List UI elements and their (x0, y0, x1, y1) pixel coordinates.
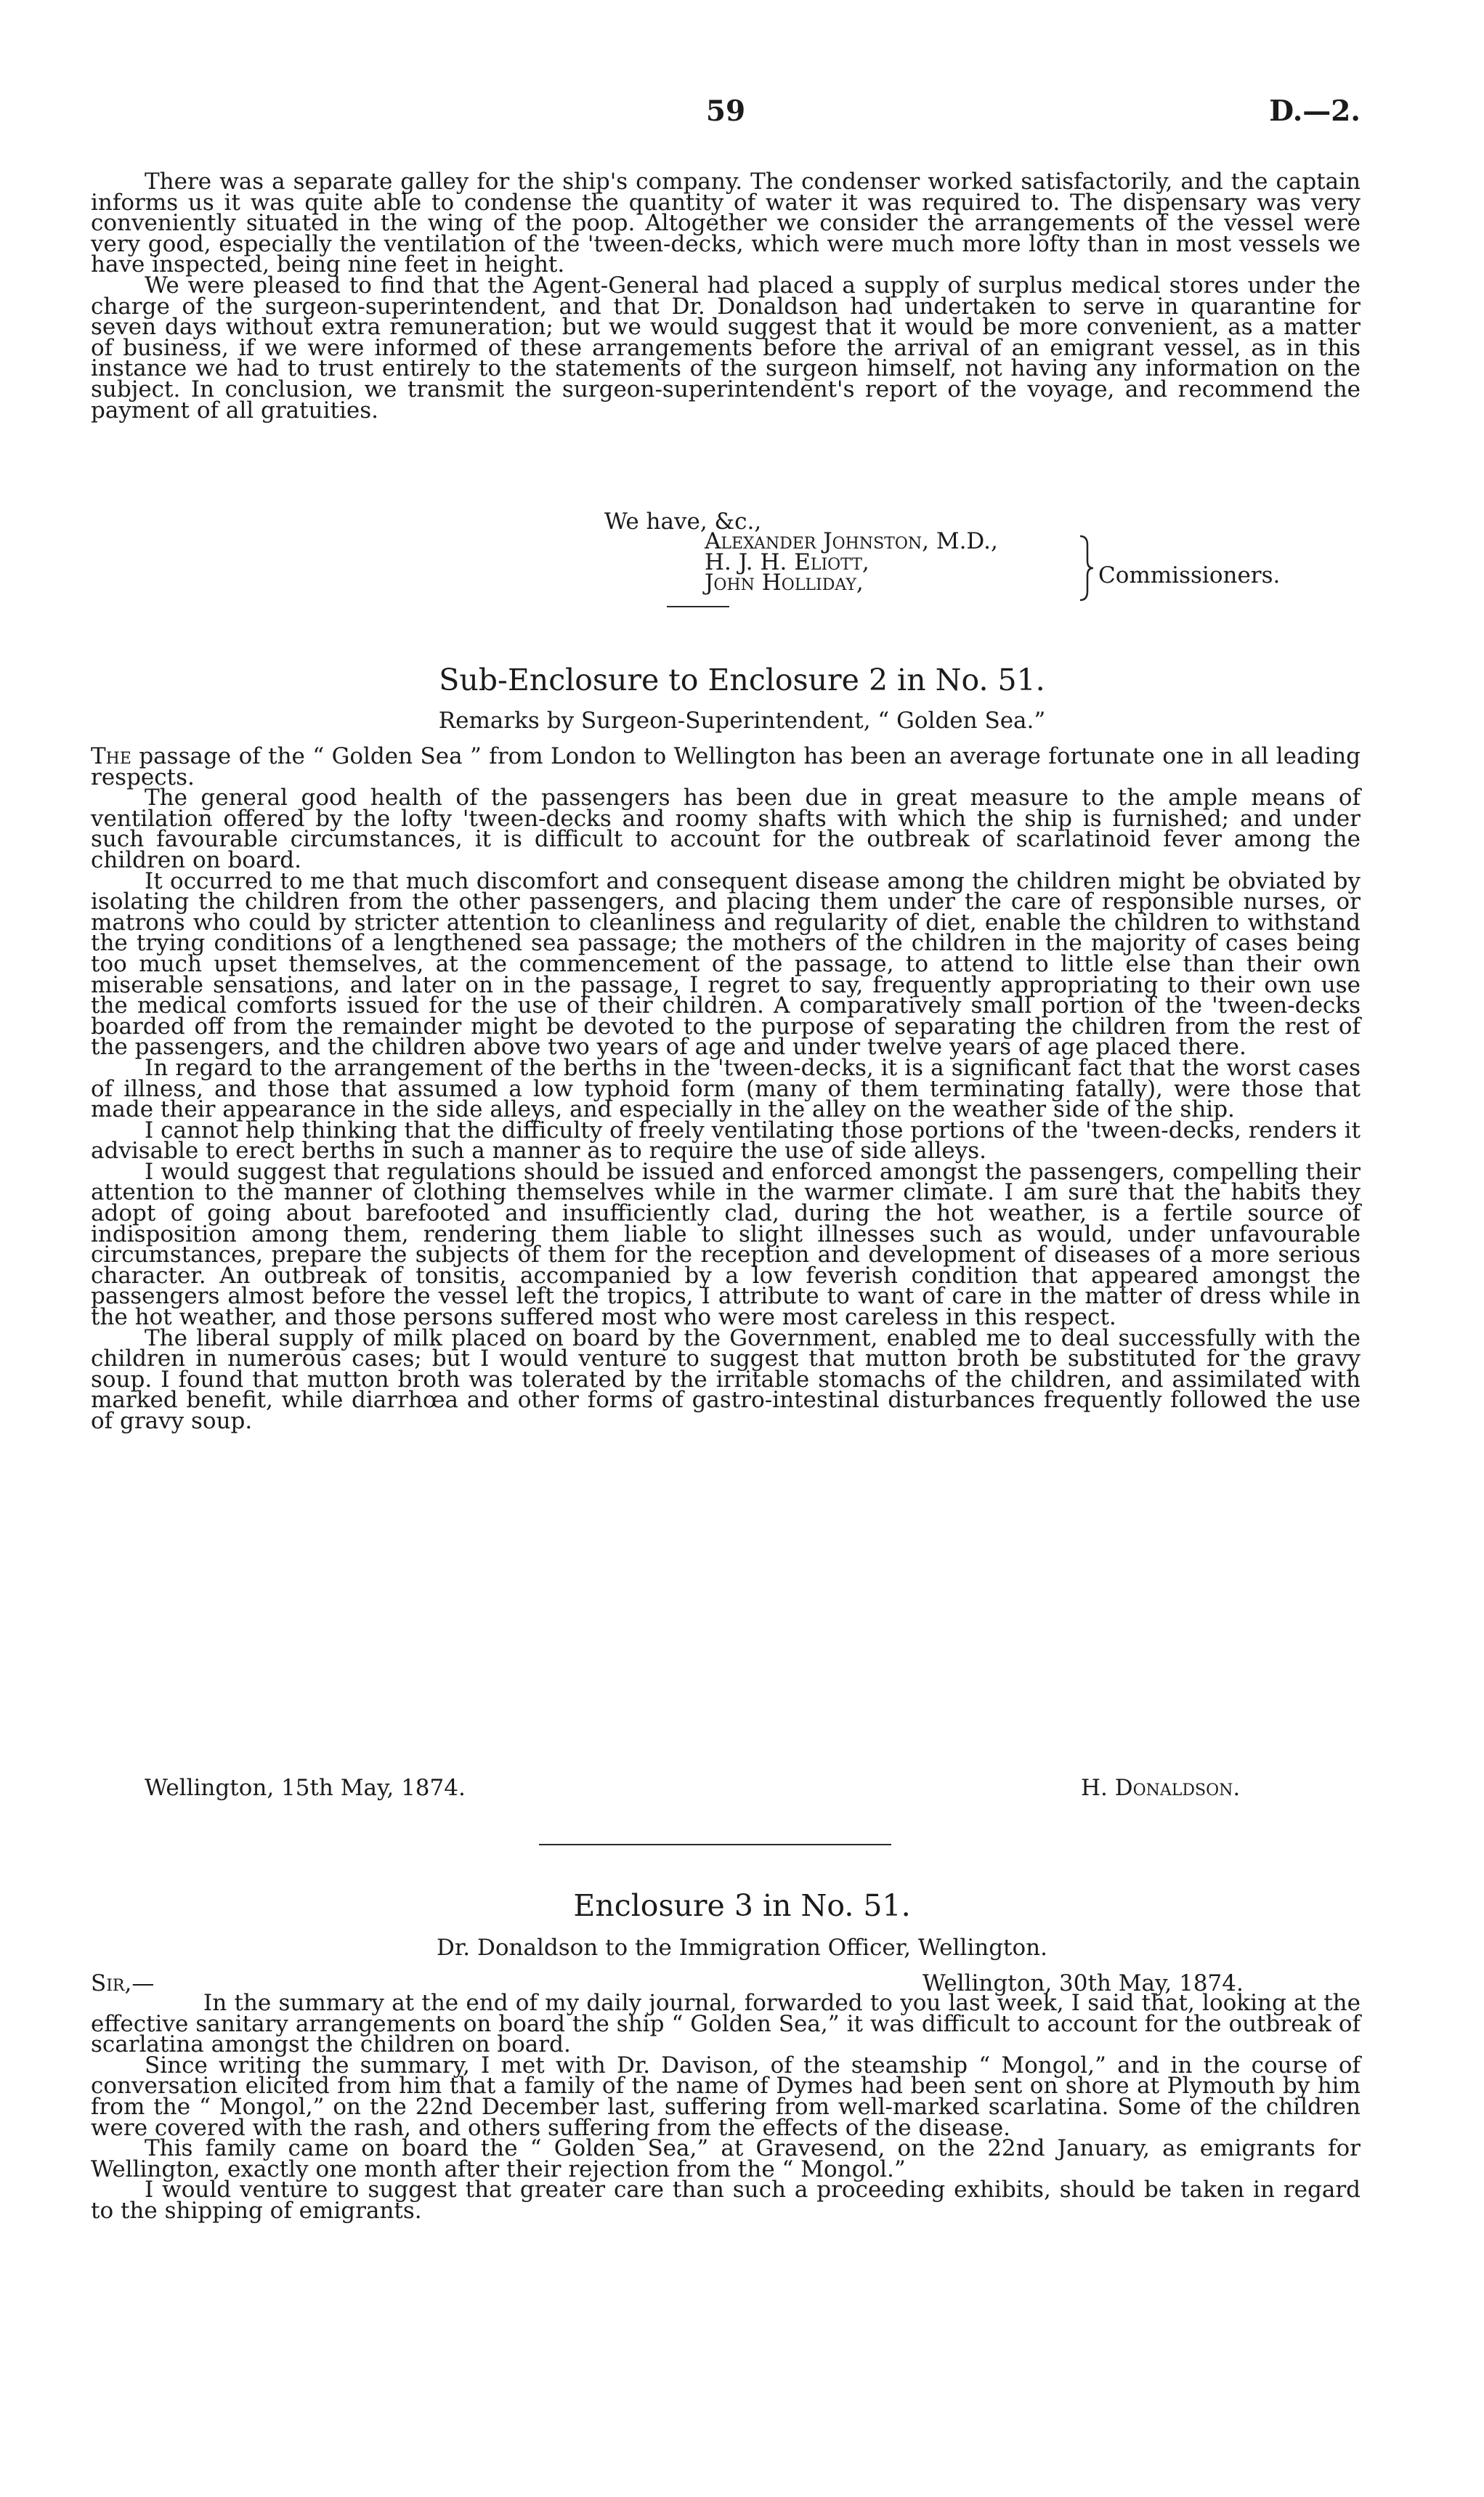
paragraph: I would suggest that regulations should be issued and enforced amongst the passengers, compelling their attention to the manner of clothing themselves while in the warmer climate. I am sure that the habits they adopt of going about barefooted and insufficiently clad, during the hot weather, is a fertile source of indisposition among them, rendering them liable to slight illnesses such as would, under unfavourable circumstances, prepare the subjects of them for the reception and development of diseases of a more serious character. An outbreak of tonsitis, accompanied by a low feverish condition that appeared amongst the passengers almost before the vessel left the tropics, I attribute to want of care in the matter of dress while in the hot weather, and those persons suffered most who were most careless in this respect. (91, 1158, 1361, 1331)
paragraph: I would venture to suggest that greater care than such a proceeding exhibits, should be taken in regard to the shipping of emigrants. (91, 2177, 1361, 2224)
letter-date: Wellington, 30th May, 1874. (923, 1970, 1244, 1996)
section-heading: Enclosure 3 in No. 51. (573, 1888, 911, 1923)
page-header (91, 94, 1361, 138)
paragraph: I cannot help thinking that the difficulty of freely ventilating those portions of the 'tween-decks, renders it advisable to erect berths in such a manner as to require the use of side alleys. (91, 1117, 1361, 1165)
signatory: H. J. H. Eliott, (705, 549, 869, 575)
section-divider (539, 1844, 891, 1845)
closing: We have, &c., (604, 509, 762, 535)
signatory-role: Commissioners. (1098, 562, 1281, 588)
paragraph: The liberal supply of milk placed on board by the Government, enabled me to deal successfully with the children in numerous cases; but I would venture to suggest that mutton broth be substituted for the gravy soup. I found that mutton broth was tolerated by the irritable stomachs of the children, and assimilated with marked benefit, while diarrhœa and other forms of gastro-intestinal disturbances frequently followed the use of gravy soup. (91, 1324, 1361, 1434)
paragraph: The passage of the “ Golden Sea ” from London to Wellington has been an average fortunate one in all leading respects. (91, 743, 1361, 790)
lead-word: The (91, 743, 131, 769)
divider (667, 606, 729, 607)
document-reference: D.—2. (1269, 94, 1361, 128)
report-body (91, 743, 1361, 1434)
paragraph: In the summary at the end of my daily journal, forwarded to you last week, I said that, looking at the effective sanitary arrangements on board the ship “ Golden Sea,” it was difficult to account for the outbreak of scarlatina amongst the children on board. (91, 1990, 1361, 2058)
paragraph: This family came on board the “ Golden Sea,” at Gravesend, on the 22nd January, as emigrants for Wellington, exactly one month after their rejection from the “ Mongol.” (91, 2135, 1361, 2182)
paragraph: There was a separate galley for the ship's company. The condenser worked satisfactorily, and the captain informs us it was quite able to condense the quantity of water it was required to. The dispensary was very conveniently situated in the wing of the poop. Altogether we consider the arrangements of the vessel were very good, especially the ventilation of the 'tween-decks, which were much more lofty than in most vessels we have inspected, being nine feet in height. (91, 169, 1361, 278)
paragraph: In regard to the arrangement of the berths in the 'tween-decks, it is a significant fact that the worst cases of illness, and those that assumed a low typhoid form (many of them terminating fatally), were those that made their appearance in the side alleys, and especially in the alley on the weather side of the ship. (91, 1054, 1361, 1123)
salutation: Sir,— (91, 1970, 155, 1996)
brace-icon (1077, 535, 1095, 602)
paragraph: Since writing the summary, I met with Dr. Davison, of the steamship “ Mongol,” and in the course of conversation elicited from him that a family of the name of Dymes had been sent on shore at Plymouth by him from the “ Mongol,” on the 22nd December last, suffering from well-marked scarlatina. Some of the children were covered with the rash, and others suffering from the effects of the disease. (91, 2052, 1361, 2141)
letter-body (91, 1990, 1361, 2224)
signatory: Alexander Johnston, M.D., (705, 528, 998, 554)
commissioners-letter-body (91, 169, 1361, 424)
section-subheading: Remarks by Surgeon-Superintendent, “ Golden Sea.” (438, 708, 1046, 734)
section-subheading: Dr. Donaldson to the Immigration Officer, Wellington. (437, 1935, 1047, 1961)
page-number: 59 (705, 94, 746, 128)
paragraph: We were pleased to find that the Agent-General had placed a supply of surplus medical stores under the charge of the surgeon-superintendent, and that Dr. Donaldson had undertaken to serve in quarantine for seven days without extra remuneration; but we would suggest that it would be more convenient, as a matter of business, if we were informed of these arrangements before the arrival of an emigrant vessel, as in this instance we had to trust entirely to the statements of the surgeon himself, not having any information on the subject. In conclusion, we transmit the surgeon-superintendent's report of the voyage, and recommend the payment of all gratuities. (91, 272, 1361, 424)
place-date: Wellington, 15th May, 1874. (145, 1775, 466, 1801)
paragraph: The general good health of the passengers has been due in great measure to the ample means of ventilation offered by the lofty 'tween-decks and roomy shafts with which the ship is furnished; and under such favourable circumstances, it is difficult to account for the outbreak of scarlatinoid fever among the children on board. (91, 785, 1361, 873)
paragraph: It occurred to me that much discomfort and consequent disease among the children might be obviated by isolating the children from the other passengers, and placing them under the care of responsible nurses, or matrons who could by stricter attention to cleanliness and regularity of diet, enable the children to withstand the trying conditions of a lengthened sea passage; the mothers of the children in the majority of cases being too much upset themselves, at the commencement of the passage, to attend to little else than their own miserable sensations, and later on in the passage, I regret to say, frequently appropriating to their own use the medical comforts issued for the use of their children. A comparatively small portion of the 'tween-decks boarded off from the remainder might be devoted to the purpose of separating the children from the rest of the passengers, and the children above two years of age and under twelve years of age placed there. (91, 867, 1361, 1061)
section-heading: Sub-Enclosure to Enclosure 2 in No. 51. (439, 663, 1045, 697)
signature: H. Donaldson. (1081, 1775, 1241, 1801)
signatory: John Holliday, (705, 570, 864, 596)
